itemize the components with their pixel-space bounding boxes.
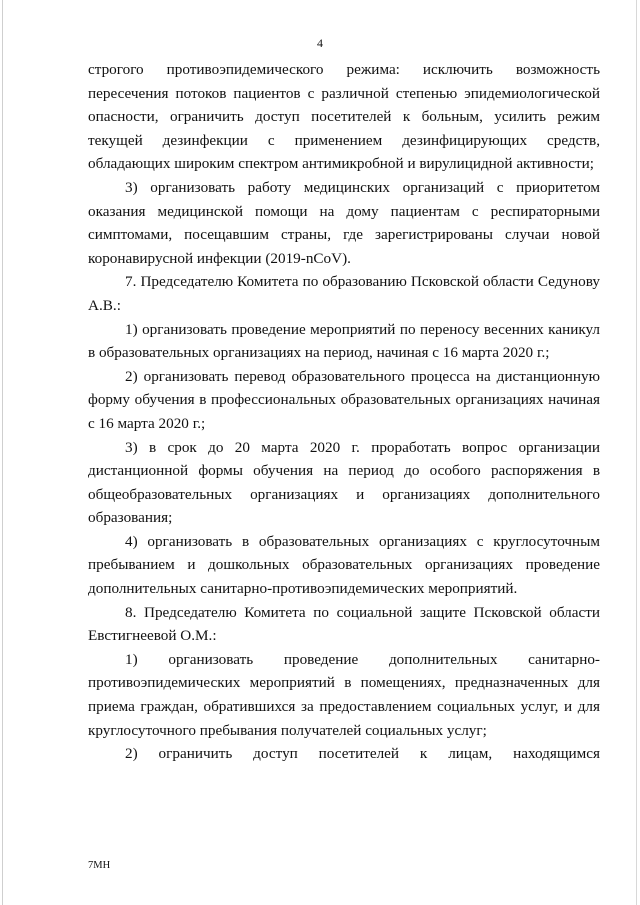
paragraph-item-2-distance-learning: 2) организовать перевод образовательного процесса на дистанционную форму обучения в профессиональных образовательных организациях начиная с 16 марта 2020 г.; (88, 367, 600, 432)
paragraph-item-2-restrict-access: 2) ограничить доступ посетителей к лицам, находящимся (125, 745, 600, 763)
page-number: 4 (317, 36, 323, 50)
paragraph-item-3-telemedicine: 3) организовать работу медицинских организаций с приоритетом оказания медицинской помощи на дому пациентам с респираторными симптомами, посещавшим страны, где зарегистрированы случаи новой коронавирусной инфекции (2019-nCoV). (88, 178, 600, 267)
footer-code: 7МН (88, 860, 111, 871)
paragraph-item-1-holidays: 1) организовать проведение мероприятий по переносу весенних каникул в образовательных организациях на период, начиная с 16 марта 2020 г.; (88, 320, 600, 362)
scan-edge-right (636, 0, 637, 905)
paragraph-section-8-social: 8. Председателю Комитета по социальной защите Псковской области Евстигнеевой О.М.: (88, 603, 600, 645)
document-body (88, 58, 600, 766)
paragraph-section-7-education: 7. Председателю Комитета по образованию Псковской области Седунову А.В.: (88, 273, 600, 314)
paragraph-item-3-distance-form: 3) в срок до 20 марта 2020 г. проработать вопрос организации дистанционной формы обучения на период до особого распоряжения в общеобразовательных организациях и организациях дополнительного образования; (88, 438, 600, 527)
paragraph-item-1-social-measures: 1) организовать проведение дополнительных санитарно-противоэпидемических мероприятий в помещениях, предназначенных для приема граждан, обратившихся за предоставлением социальных услуг, и для круглосуточного пребывания получателей социальных услуг; (88, 650, 600, 739)
scan-edge-left (2, 0, 3, 905)
paragraph-continuation: строгого противоэпидемического режима: исключить возможность пересечения потоков пациентов с различной степенью эпидемиологической опасности, ограничить доступ посетителей к больным, усилить режим текущей дезинфекции с применением дезинфицирующих средств, обладающих широким спектром антимикробной и вирулицидной активности; (88, 61, 600, 173)
paragraph-item-4-sanitary: 4) организовать в образовательных организациях с круглосуточным пребыванием и дошкольных образовательных организациях проведение дополнительных санитарно-противоэпидемических мероприятий. (88, 532, 600, 598)
